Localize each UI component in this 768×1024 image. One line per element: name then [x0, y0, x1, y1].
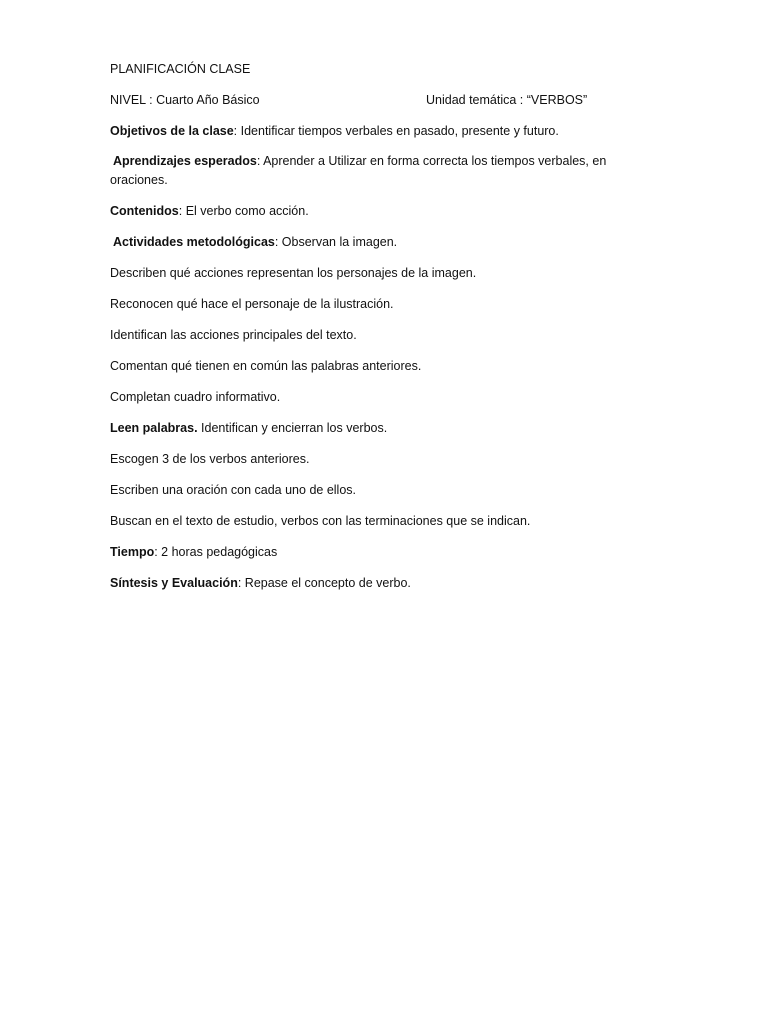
- activity-line: Reconocen qué hace el personaje de la ilustración.: [110, 297, 394, 311]
- tiempo-text: : 2 horas pedagógicas: [154, 545, 278, 559]
- activity-line: Escriben una oración con cada uno de ellos.: [110, 483, 356, 497]
- aprendizajes-label: Aprendizajes esperados: [113, 154, 257, 168]
- tiempo-line: [110, 544, 277, 560]
- objetivos-label: Objetivos de la clase: [110, 124, 234, 138]
- nivel-line: NIVEL : Cuarto Año Básico: [110, 93, 260, 107]
- actividades-line: [110, 234, 397, 250]
- sintesis-line: [110, 575, 411, 591]
- tiempo-label: Tiempo: [110, 545, 155, 559]
- activity-line: Comentan qué tienen en común las palabras anteriores.: [110, 359, 422, 373]
- leen-text: Identifican y encierran los verbos.: [197, 421, 388, 435]
- sintesis-label: Síntesis y Evaluación: [110, 576, 238, 590]
- leen-line: [110, 420, 387, 436]
- aprendizajes-text: : Aprender a Utilizar en forma correcta los tiempos verbales, en oraciones.: [110, 154, 607, 187]
- activity-line: Buscan en el texto de estudio, verbos con las terminaciones que se indican.: [110, 514, 531, 528]
- objetivos-text: : Identificar tiempos verbales en pasado, presente y futuro.: [233, 124, 559, 138]
- page-title: PLANIFICACIÓN CLASE: [110, 62, 251, 76]
- activity-line: Escogen 3 de los verbos anteriores.: [110, 452, 310, 466]
- contenidos-line: [110, 203, 309, 219]
- contenidos-text: : El verbo como acción.: [178, 204, 309, 218]
- actividades-text: : Observan la imagen.: [274, 235, 398, 249]
- leen-label: Leen palabras.: [110, 421, 198, 435]
- contenidos-label: Contenidos: [110, 204, 179, 218]
- aprendizajes-line: [110, 152, 640, 190]
- activity-line: Describen qué acciones representan los personajes de la imagen.: [110, 266, 477, 280]
- sintesis-text: : Repase el concepto de verbo.: [237, 576, 411, 590]
- activity-line: Completan cuadro informativo.: [110, 390, 281, 404]
- objetivos-line: [110, 123, 559, 139]
- unidad-line: Unidad temática : “VERBOS”: [426, 93, 588, 107]
- activity-line: Identifican las acciones principales del texto.: [110, 328, 357, 342]
- actividades-label: Actividades metodológicas: [113, 235, 275, 249]
